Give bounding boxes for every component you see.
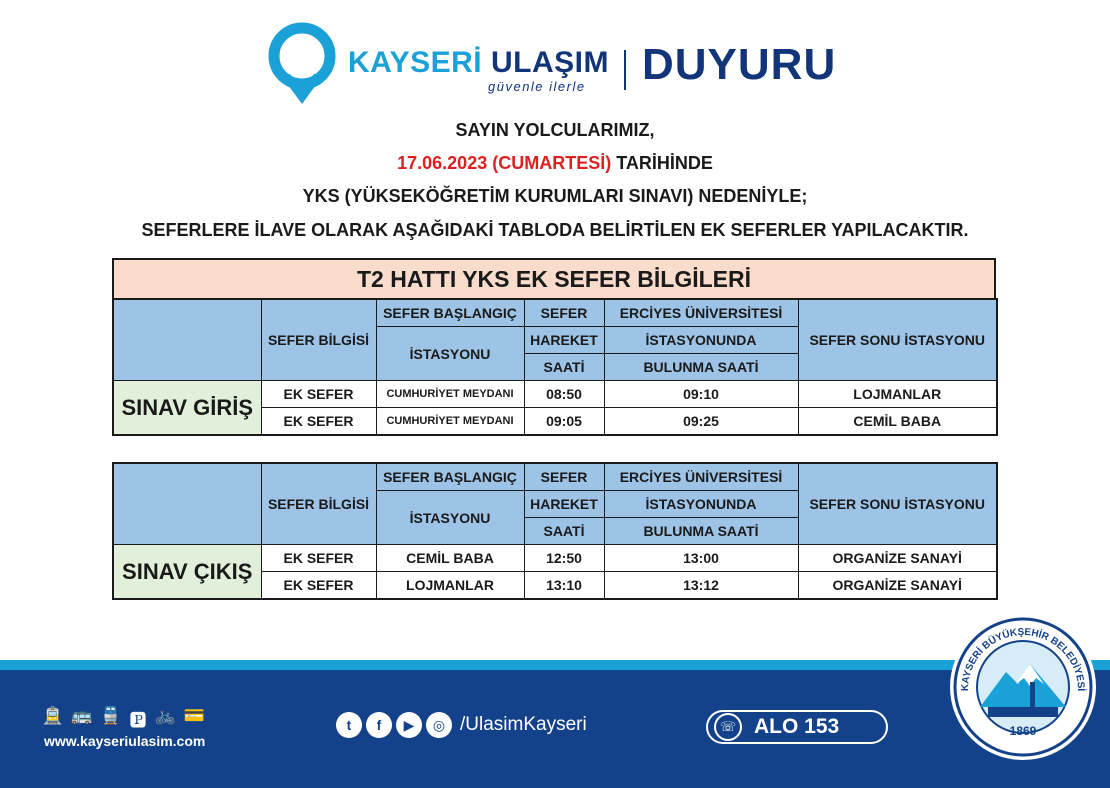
card-icon: 💳 <box>183 706 205 725</box>
table-title: T2 HATTI YKS EK SEFER BİLGİLERİ <box>112 258 996 298</box>
group-label-giris: SINAV GİRİŞ <box>113 381 261 436</box>
header-hareket-2: HAREKET <box>524 327 604 354</box>
header-erciyes-2: İSTASYONUNDA <box>604 327 798 354</box>
cell-erciyes: 09:25 <box>604 408 798 436</box>
cell-baslangic: LOJMANLAR <box>376 572 524 600</box>
cell-erciyes: 09:10 <box>604 381 798 408</box>
table-row <box>113 545 997 572</box>
train-icon: 🚆 <box>100 706 122 725</box>
header-baslangic-2: İSTASYONU <box>376 491 524 545</box>
bus-icon: 🚌 <box>71 706 93 725</box>
brand-ulasim: ULAŞIM <box>490 46 609 79</box>
cell-baslangic: CUMHURİYET MEYDANI <box>376 381 524 408</box>
phone-icon: ☏ <box>714 713 742 741</box>
header-erciyes-2: İSTASYONUNDA <box>604 491 798 518</box>
header-erciyes-3: BULUNMA SAATİ <box>604 518 798 545</box>
cell-bilgi: EK SEFER <box>261 408 376 436</box>
seal-year: 1869 <box>1009 724 1037 738</box>
header-hareket-3: SAATİ <box>524 518 604 545</box>
brand-name <box>348 46 609 80</box>
cell-baslangic: CUMHURİYET MEYDANI <box>376 408 524 436</box>
table-row <box>113 381 997 408</box>
header-empty-cell <box>113 299 261 381</box>
announcement-line-1: SAYIN YOLCULARIMIZ, <box>455 120 655 140</box>
tram-icon: 🚊 <box>42 706 64 725</box>
header-hareket-3: SAATİ <box>524 354 604 381</box>
group-label-cikis: SINAV ÇIKIŞ <box>113 545 261 600</box>
cell-sonu: CEMİL BABA <box>798 408 997 436</box>
brand-kayseri: KAYSERİ <box>348 46 483 79</box>
header-empty-cell <box>113 463 261 545</box>
social-links <box>336 712 587 738</box>
facebook-icon[interactable]: f <box>366 712 392 738</box>
parking-icon: 🅿 <box>129 711 147 730</box>
cell-bilgi: EK SEFER <box>261 572 376 600</box>
cell-hareket: 09:05 <box>524 408 604 436</box>
hotline-number: ALO 153 <box>754 715 840 738</box>
header-divider <box>624 50 626 90</box>
cell-hareket: 08:50 <box>524 381 604 408</box>
schedule-table-giris <box>112 298 998 436</box>
website-link[interactable]: www.kayseriulasim.com <box>44 733 206 749</box>
header-sefer-bilgisi: SEFER BİLGİSİ <box>261 463 376 545</box>
header-hareket-1: SEFER <box>524 463 604 491</box>
header-baslangic-1: SEFER BAŞLANGIÇ <box>376 299 524 327</box>
header-sefer-sonu: SEFER SONU İSTASYONU <box>798 299 997 381</box>
cell-sonu: LOJMANLAR <box>798 381 997 408</box>
schedule-table-cikis <box>112 462 998 600</box>
slogan: güvenle ilerle <box>488 79 586 94</box>
instagram-icon[interactable]: ◎ <box>426 712 452 738</box>
cell-erciyes: 13:12 <box>604 572 798 600</box>
hotline-badge[interactable] <box>706 710 888 744</box>
announcement-line-4: SEFERLERE İLAVE OLARAK AŞAĞIDAKİ TABLODA BELİRTİLEN EK SEFERLER YAPILACAKTIR. <box>141 220 969 240</box>
municipality-seal-icon <box>948 612 1098 762</box>
youtube-icon[interactable]: ▶ <box>396 712 422 738</box>
social-handle[interactable]: /UlasimKayseri <box>460 714 587 735</box>
seal-text: KAYSERİ BÜYÜKŞEHİR BELEDİYESİ <box>959 626 1087 692</box>
header-baslangic-1: SEFER BAŞLANGIÇ <box>376 463 524 491</box>
header-baslangic-2: İSTASYONU <box>376 327 524 381</box>
bicycle-icon: 🚲 <box>154 706 176 725</box>
cell-hareket: 13:10 <box>524 572 604 600</box>
header-hareket-2: HAREKET <box>524 491 604 518</box>
location-pin-icon <box>266 22 338 110</box>
cell-hareket: 12:50 <box>524 545 604 572</box>
cell-sonu: ORGANİZE SANAYİ <box>798 545 997 572</box>
cell-bilgi: EK SEFER <box>261 381 376 408</box>
header-sefer-sonu: SEFER SONU İSTASYONU <box>798 463 997 545</box>
twitter-icon[interactable]: t <box>336 712 362 738</box>
logo-area <box>266 22 876 112</box>
cell-sonu: ORGANİZE SANAYİ <box>798 572 997 600</box>
header-erciyes-3: BULUNMA SAATİ <box>604 354 798 381</box>
announcement-line-2 <box>0 153 1110 174</box>
header-erciyes-1: ERCİYES ÜNİVERSİTESİ <box>604 299 798 327</box>
cell-baslangic: CEMİL BABA <box>376 545 524 572</box>
announcement-date: 17.06.2023 (CUMARTESİ) <box>397 153 612 173</box>
announcement-line-3: YKS (YÜKSEKÖĞRETİM KURUMLARI SINAVI) NEDENİYLE; <box>302 186 808 206</box>
announcement-line-2-rest: TARİHİNDE <box>611 153 713 173</box>
cell-erciyes: 13:00 <box>604 545 798 572</box>
cell-bilgi: EK SEFER <box>261 545 376 572</box>
footer-accent-stripe <box>0 660 1110 670</box>
transport-icons <box>42 706 205 731</box>
page-title: DUYURU <box>642 40 837 89</box>
header-erciyes-1: ERCİYES ÜNİVERSİTESİ <box>604 463 798 491</box>
header-hareket-1: SEFER <box>524 299 604 327</box>
header-sefer-bilgisi: SEFER BİLGİSİ <box>261 299 376 381</box>
